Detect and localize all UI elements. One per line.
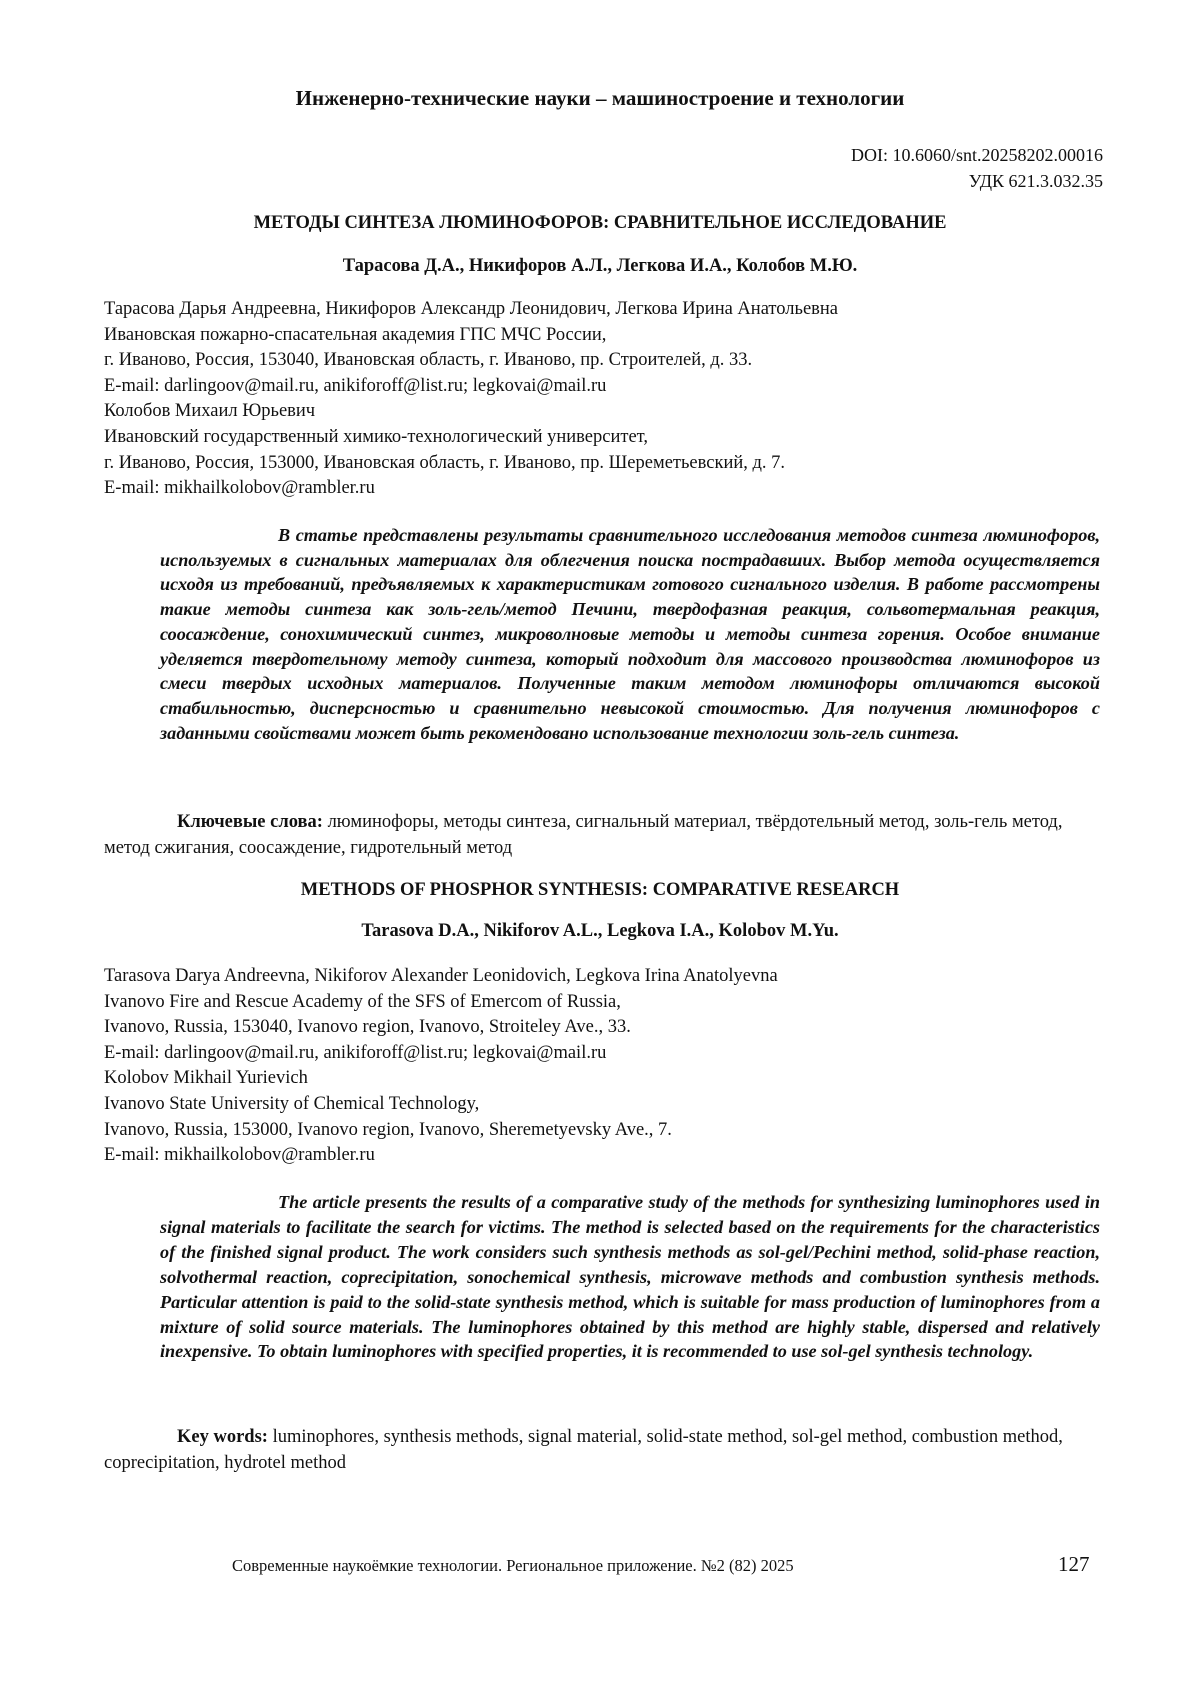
affiliation-line: E-mail: darlingoov@mail.ru, anikiforoff@list.ru; legkovai@mail.ru [104,375,607,396]
page-number: 127 [1058,1552,1090,1576]
abstract-en [160,1190,1100,1364]
authors-ru: Тарасова Д.А., Никифоров А.Л., Легкова И.А., Колобов М.Ю. [342,256,858,276]
affiliation-line: Колобов Михаил Юрьевич [104,401,316,422]
keywords-en [104,1424,1100,1476]
udk: УДК 621.3.032.35 [968,171,1103,191]
authors-en: Tarasova D.A., Nikiforov A.L., Legkova I.A., Kolobov M.Yu. [361,921,839,941]
article-identifiers [851,142,1103,194]
affiliation-line: Tarasova Darya Andreevna, Nikiforov Alexander Leonidovich, Legkova Irina Anatolyevna [104,966,778,986]
affiliation-line: Ivanovo Fire and Rescue Academy of the SFS of Emercom of Russia, [104,991,621,1012]
abstract-ru [160,523,1100,745]
section-title: Инженерно-технические науки – машиностроение и технологии [295,86,905,110]
affiliation-line: E-mail: darlingoov@mail.ru, anikiforoff@list.ru; legkovai@mail.ru [104,1042,607,1063]
title-ru: МЕТОДЫ СИНТЕЗА ЛЮМИНОФОРОВ: СРАВНИТЕЛЬНОЕ ИССЛЕДОВАНИЕ [253,213,947,233]
affiliation-line: Ivanovo State University of Chemical Technology, [104,1093,480,1114]
affiliation-line: Ivanovo, Russia, 153000, Ivanovo region, Ivanovo, Sheremetyevsky Ave., 7. [104,1119,672,1140]
abstract-en-text: The article presents the results of a comparative study of the methods for synthesizing luminophores used in signal materials to facilitate the search for victims. The method is selected based on the requirements for the characteristics of the finished signal product. The work considers such synthesis methods as sol-gel/Pechini method, solid-phase reaction, solvothermal reaction, coprecipitation, sonochemical synthesis, microwave methods and combustion synthesis methods. Particular attention is paid to the solid-state synthesis method, which is suitable for mass production of luminophores from a mixture of solid source materials. The luminophores obtained by this method are highly stable, dispersed and relatively inexpensive. To obtain luminophores with specified properties, it is recommended to use sol-gel synthesis technology. [160,1192,1100,1362]
keywords-label-en: Key words: [177,1427,268,1447]
abstract-ru-text: В статье представлены результаты сравнительного исследования методов синтеза люминофоров, используемых в сигнальных материалах для облегчения поиска пострадавших. Выбор метода осуществляется исходя из требований, предъявляемых к характеристикам готового сигнального изделия. В работе рассмотрены такие методы синтеза как золь-гель/метод Печини, твердофазная реакция, сольвотермальная реакция, соосаждение, сонохимический синтез, микроволновые методы и методы синтеза горения. Особое внимание уделяется твердотельному методу синтеза, который подходит для массового производства люминофоров из смеси твердых исходных материалов. Полученные таким методом люминофоры отличаются высокой стабильностью, дисперсностью и сравнительно невысокой стоимостью. Для получения люминофоров с заданными свойствами может быть рекомендовано использование технологии золь-гель синтеза. [160,525,1100,743]
affiliation-line: г. Иваново, Россия, 153000, Ивановская область, г. Иваново, пр. Шереметьевский, д. 7. [104,452,786,473]
title-en: METHODS OF PHOSPHOR SYNTHESIS: COMPARATIVE RESEARCH [300,880,900,900]
affiliation-line: E-mail: mikhailkolobov@rambler.ru [104,1145,375,1166]
affiliation-line: Ивановский государственный химико-технологический университет, [104,426,648,447]
doi: DOI: 10.6060/snt.20258202.00016 [851,145,1103,165]
affiliation-line: Ивановская пожарно-спасательная академия ГПС МЧС России, [104,324,607,345]
journal-name: Современные наукоёмкие технологии. Региональное приложение. №2 (82) 2025 [232,1556,794,1575]
affiliation-line: Kolobov Mikhail Yurievich [104,1068,308,1089]
affiliation-line: E-mail: mikhailkolobov@rambler.ru [104,478,375,499]
keywords-text-ru: люминофоры, методы синтеза, сигнальный материал, твёрдотельный метод, золь-гель метод, метод сжигания, соосаждение, гидротельный метод [104,812,1063,858]
affiliations-en [104,964,1104,1169]
affiliation-line: Ivanovo, Russia, 153040, Ivanovo region, Ivanovo, Stroiteley Ave., 33. [104,1017,631,1038]
keywords-text-en: luminophores, synthesis methods, signal material, solid-state method, sol-gel method, combustion method, coprecipitation, hydrotel method [104,1427,1063,1473]
affiliations-ru [104,297,1104,502]
keywords-label-ru: Ключевые слова: [177,812,323,832]
keywords-ru [104,809,1100,861]
affiliation-line: г. Иваново, Россия, 153040, Ивановская область, г. Иваново, пр. Строителей, д. 33. [104,350,753,371]
affiliation-line: Тарасова Дарья Андреевна, Никифоров Александр Леонидович, Легкова Ирина Анатольевна [104,299,839,319]
